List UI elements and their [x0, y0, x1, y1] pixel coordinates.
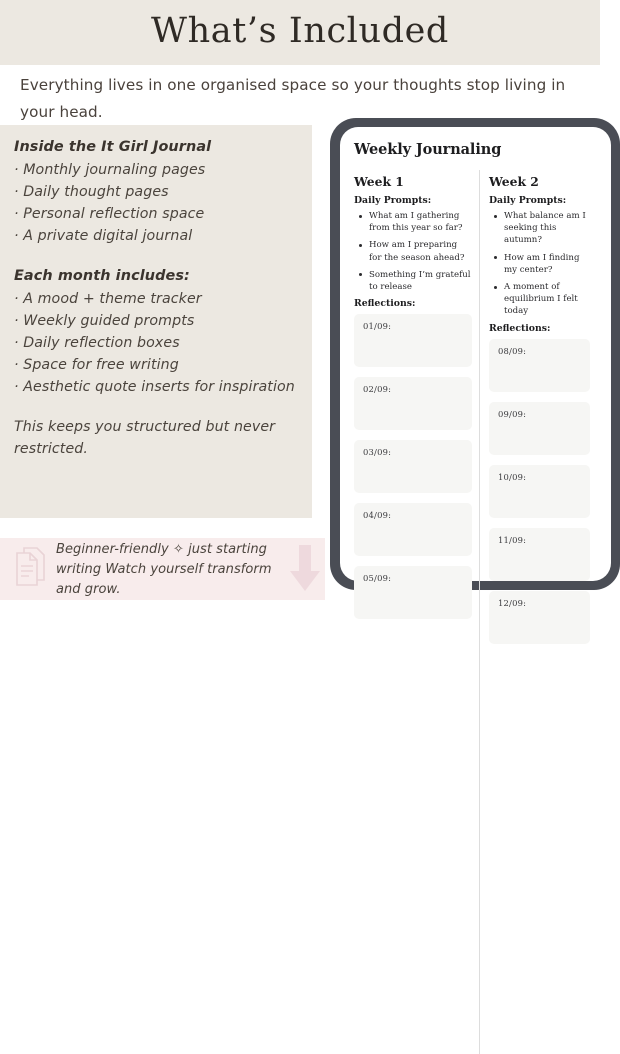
- list-item: · A mood + theme tracker: [14, 291, 202, 307]
- features-section-2-heading: Each month includes:: [14, 268, 190, 284]
- prompt-item: A moment of equilibrium I felt today: [502, 281, 590, 318]
- reflection-entry-box[interactable]: 09/09:: [489, 402, 590, 455]
- features-section-1-heading: Inside the It Girl Journal: [14, 139, 212, 155]
- prompt-list: [489, 210, 590, 318]
- reflection-entry-box[interactable]: 11/09:: [489, 528, 590, 581]
- features-panel: [0, 125, 312, 518]
- reflection-entry-box[interactable]: 03/09:: [354, 440, 472, 493]
- week-column-2: [472, 174, 590, 654]
- intro-paragraph: Everything lives in one organised space so your thoughts stop living in your head.: [20, 76, 566, 121]
- list-item: · A private digital journal: [14, 228, 193, 244]
- device-frame: [330, 118, 620, 608]
- footer-text: Beginner-friendly ✧ just starting writing Watch yourself transform and grow.: [56, 542, 272, 597]
- list-item: · Space for free writing: [14, 357, 179, 373]
- list-item: · Monthly journaling pages: [14, 162, 206, 178]
- down-arrow-icon: [288, 545, 322, 593]
- list-item: · Weekly guided prompts: [14, 313, 195, 329]
- week-title: Week 1: [354, 174, 404, 189]
- list-item: · Daily thought pages: [14, 184, 169, 200]
- features-closing-text: This keeps you structured but never restricted.: [14, 419, 276, 457]
- prompt-list: [354, 210, 472, 293]
- reflection-entry-box[interactable]: 04/09:: [354, 503, 472, 556]
- week-column-1: [354, 174, 472, 654]
- documents-icon: [14, 544, 48, 586]
- reflection-entry-box[interactable]: 10/09:: [489, 465, 590, 518]
- reflection-entry-box[interactable]: 12/09:: [489, 591, 590, 644]
- reflection-entry-box[interactable]: 01/09:: [354, 314, 472, 367]
- page-title: What’s Included: [151, 11, 449, 51]
- prompt-item: How am I finding my center?: [502, 252, 590, 276]
- list-item: · Daily reflection boxes: [14, 335, 180, 351]
- prompt-item: What am I gathering from this year so far?: [367, 210, 472, 234]
- reflection-entry-box[interactable]: 02/09:: [354, 377, 472, 430]
- reflections-label: Reflections:: [489, 322, 551, 334]
- weeks-columns: [354, 174, 607, 654]
- prompt-item: Something I’m grateful to release: [369, 269, 471, 293]
- section-spacer: [14, 398, 298, 416]
- section-spacer: [14, 247, 298, 265]
- journal-screen-title: Weekly Journaling: [354, 141, 502, 158]
- device-screen: [340, 127, 611, 608]
- daily-prompts-label: Daily Prompts:: [354, 195, 432, 206]
- reflections-label: Reflections:: [354, 298, 416, 310]
- prompt-item: What balance am I seeking this autumn?: [502, 210, 590, 247]
- reflection-entry-box[interactable]: 05/09:: [354, 566, 472, 619]
- column-divider: [479, 170, 480, 1054]
- list-item: · Personal reflection space: [14, 206, 205, 222]
- reflection-entry-box[interactable]: 08/09:: [489, 339, 590, 392]
- daily-prompts-label: Daily Prompts:: [489, 195, 567, 206]
- list-item: · Aesthetic quote inserts for inspiration: [14, 379, 295, 395]
- week-title: Week 2: [489, 174, 539, 189]
- prompt-item: How am I preparing for the season ahead?: [367, 239, 472, 263]
